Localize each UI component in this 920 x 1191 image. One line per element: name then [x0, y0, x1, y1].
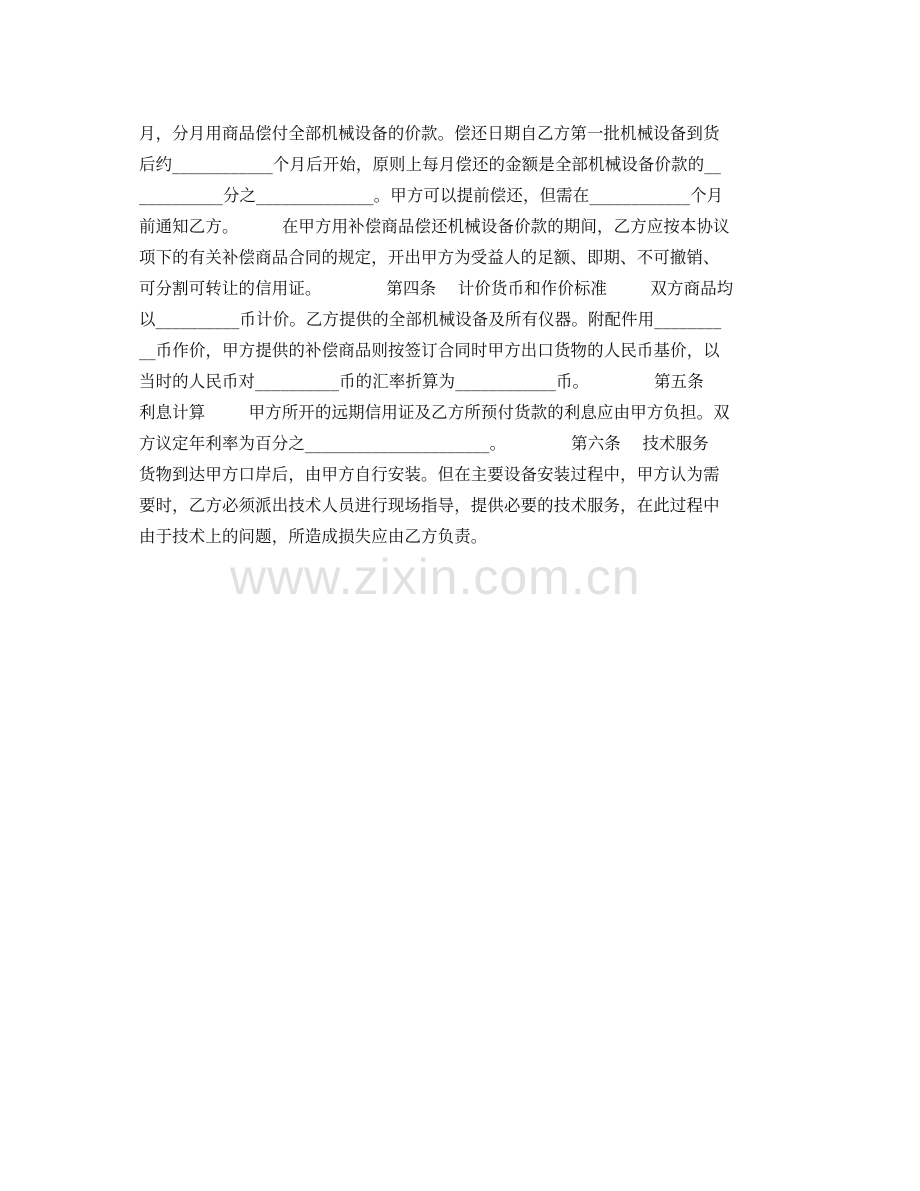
text-line-12: 货物到达甲方口岸后，由甲方自行安装。但在主要设备安装过程中，甲方认为需: [139, 465, 720, 484]
text-line-3: __________分之______________。甲方可以提前偿还，但需在____________个月: [139, 186, 724, 205]
text-line-9: 当时的人民币对__________币的汇率折算为____________币。 第五条: [139, 372, 704, 391]
text-line-13: 要时，乙方必须派出技术人员进行现场指导，提供必要的技术服务，在此过程中: [139, 496, 720, 515]
text-line-1: 月，分月用商品偿付全部机械设备的价款。偿还日期自乙方第一批机械设备到货: [139, 124, 720, 143]
watermark: www.zixin.com.cn: [230, 549, 641, 605]
text-line-4: 前通知乙方。 在甲方用补偿商品偿还机械设备价款的期间，乙方应按本协议: [139, 217, 730, 236]
text-line-6: 可分割可转让的信用证。 第四条 计价货币和作价标准 双方商品均: [139, 279, 734, 298]
text-line-2: 后约____________个月后开始，原则上每月偿还的金额是全部机械设备价款的__: [139, 155, 722, 174]
text-line-11: 方议定年利率为百分之______________________。 第六条 技术服务: [139, 434, 709, 453]
text-line-10: 利息计算 甲方所开的远期信用证及乙方所预付货款的利息应由甲方负担。双: [139, 403, 730, 422]
text-line-8: __币作价，甲方提供的补偿商品则按签订合同时甲方出口货物的人民币基价，以: [139, 341, 720, 360]
text-line-7: 以__________币计价。乙方提供的全部机械设备及所有仪器。附配件用________: [139, 310, 722, 329]
contract-body-text: [139, 118, 779, 552]
text-line-5: 项下的有关补偿商品合同的规定，开出甲方为受益人的足额、即期、不可撤销、: [139, 248, 720, 267]
text-line-14: 由于技术上的问题，所造成损失应由乙方负责。: [139, 527, 488, 546]
